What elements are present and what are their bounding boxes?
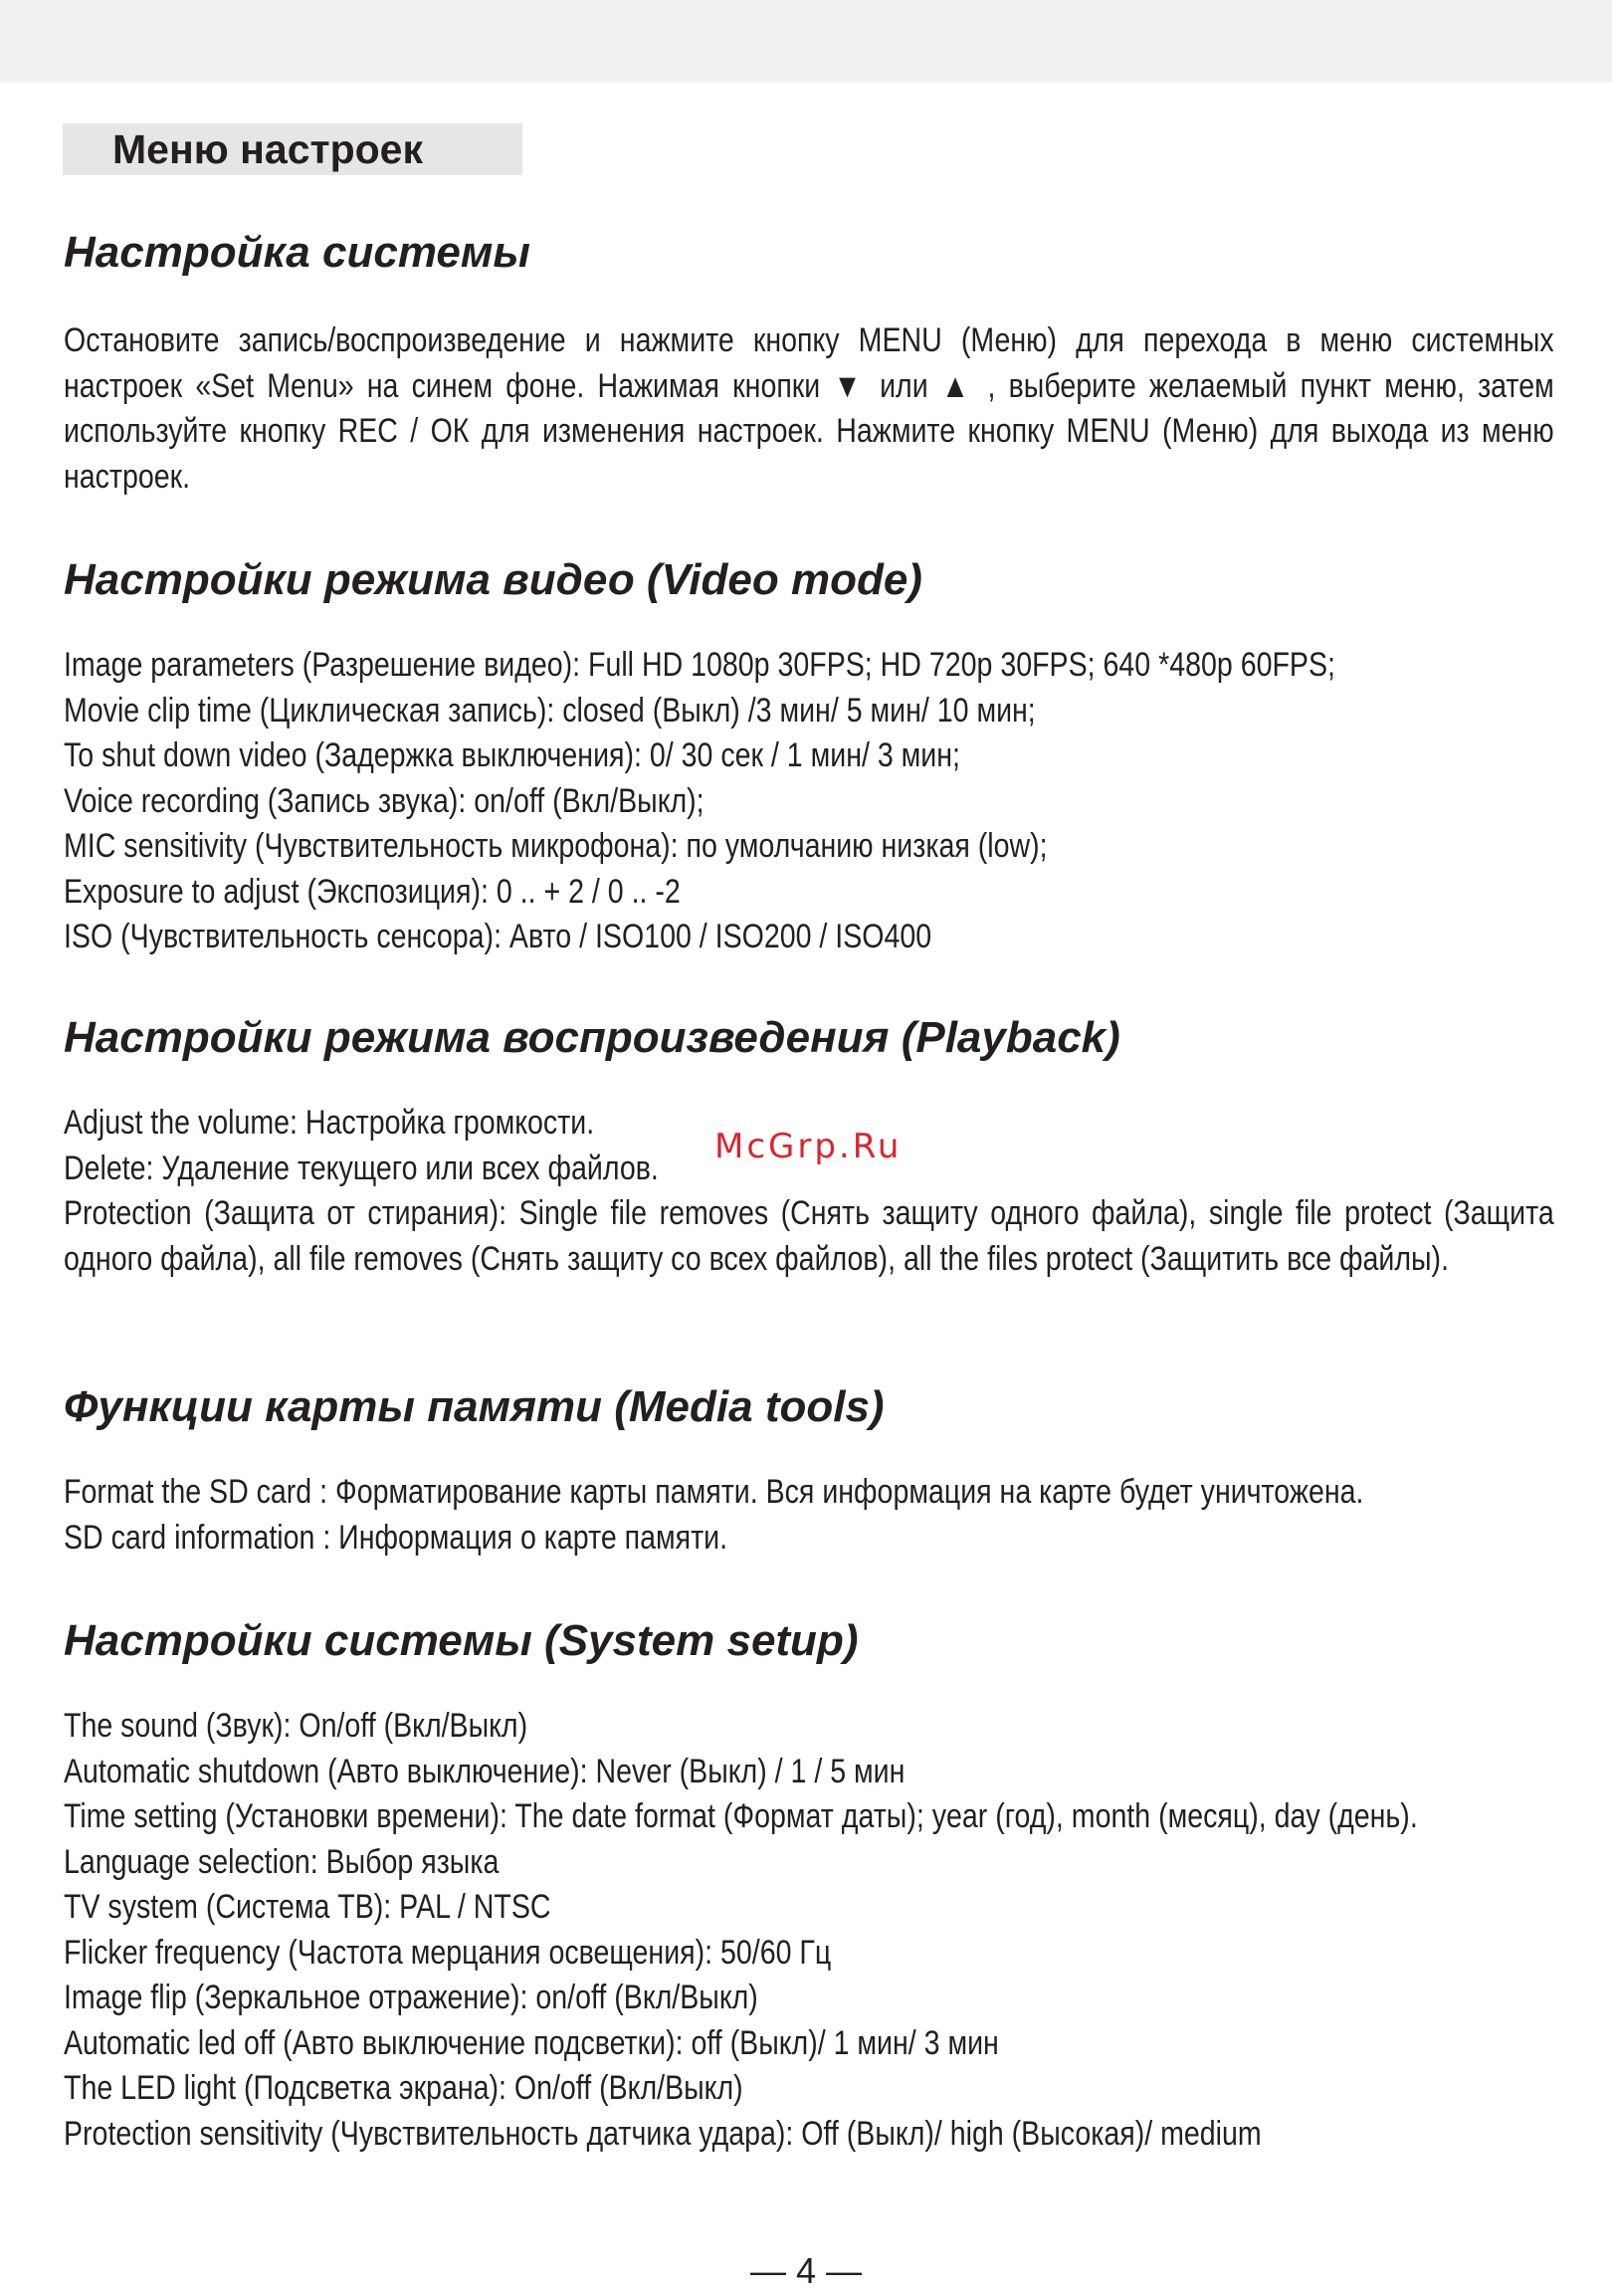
section-body (64, 318, 1554, 500)
setting-line: ISO (Чувствительность сенсора): Авто / ISO100 / ISO200 / ISO400 (64, 918, 932, 955)
setting-line: To shut down video (Задержка выключения): 0/ 30 сек / 1 мин/ 3 мин; (64, 736, 960, 774)
section-system (64, 225, 1556, 500)
section-body (64, 1704, 1554, 2157)
section-heading: Настройки режима воспроизведения (Playback) (64, 1013, 1120, 1062)
paragraph: Остановите запись/воспроизведение и нажмите кнопку MENU (Меню) для перехода в меню системных настроек «Set Menu» на синем фоне. Нажимая кнопки ▼ или ▲ , выберите желаемый пункт меню, затем используйте кнопку REC / ОК для изменения настроек. Нажмите кнопку MENU (Меню) для выхода из меню настроек. (64, 321, 1554, 496)
setting-line: SD card information : Информация о карте памяти. (64, 1518, 728, 1557)
setting-line: MIC sensitivity (Чувствительность микрофона): по умолчанию низкая (low); (64, 827, 1048, 865)
setting-line: Image flip (Зеркальное отражение): on/off (Вкл/Выкл) (64, 1979, 758, 2016)
setting-line: Format the SD card : Форматирование карты памяти. Вся информация на карте будет уничтожена. (64, 1473, 1364, 1511)
section-heading: Настройка системы (64, 228, 530, 277)
paragraph: Protection (Защита от стирания): Single file removes (Снять защиту одного файла), single file protect (Защита одного файла), all file removes (Снять защиту со всех файлов), all the files protect (Защитить все файлы). (64, 1194, 1554, 1278)
section-video-mode (64, 552, 1556, 960)
setting-line: Movie clip time (Циклическая запись): closed (Выкл) /3 мин/ 5 мин/ 10 мин; (64, 691, 1036, 730)
setting-line: Protection sensitivity (Чувствительность датчика удара): Off (Выкл)/ high (Высокая)/ medium (64, 2114, 1262, 2153)
setting-line: The sound (Звук): On/off (Вкл/Выкл) (64, 1707, 528, 1745)
setting-line: Voice recording (Запись звука): on/off (Вкл/Выкл); (64, 781, 705, 820)
setting-line: Flicker frequency (Частота мерцания освещения): 50/60 Гц (64, 1933, 832, 1972)
setting-line: TV system (Система ТВ): PAL / NTSC (64, 1888, 551, 1926)
setting-line: Image parameters (Разрешение видео): Full HD 1080p 30FPS; HD 720p 30FPS; 640 *480p 60FPS; (64, 646, 1335, 684)
page-header-band (0, 0, 1612, 83)
setting-line: Exposure to adjust (Экспозиция): 0 .. + 2 / 0 .. -2 (64, 872, 681, 911)
setting-line: The LED light (Подсветка экрана): On/off (Вкл/Выкл) (64, 2069, 743, 2107)
watermark: McGrp.Ru (714, 1127, 903, 1166)
section-body (64, 1470, 1554, 1561)
section-heading: Функции карты памяти (Media tools) (64, 1382, 885, 1431)
setting-line: Automatic shutdown (Авто выключение): Never (Выкл) / 1 / 5 мин (64, 1752, 906, 1790)
page-number: — 4 — (749, 2250, 863, 2291)
paragraph: Time setting (Установки времени): The date format (Формат даты); year (год), month (месяц), day (день). (64, 1797, 1418, 1835)
setting-line: Language selection: Выбор языка (64, 1842, 500, 1881)
section-heading: Настройки режима видео (Video mode) (64, 555, 922, 604)
setting-line: Adjust the volume: Настройка громкости. (64, 1104, 595, 1142)
page-title: Меню настроек (63, 123, 522, 175)
section-media-tools (64, 1379, 1556, 1561)
setting-line: Automatic led off (Авто выключение подсветки): off (Выкл)/ 1 мин/ 3 мин (64, 2023, 999, 2062)
section-system-setup (64, 1613, 1556, 2157)
section-heading: Настройки системы (System setup) (64, 1616, 859, 1665)
section-body (64, 643, 1554, 960)
setting-line: Delete: Удаление текущего или всех файлов. (64, 1148, 659, 1187)
